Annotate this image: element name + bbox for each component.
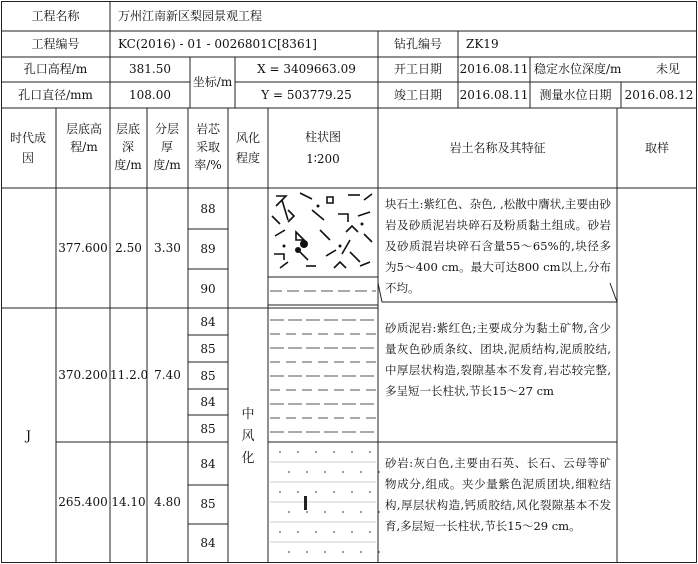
end-date: 2016.08.11	[459, 88, 529, 102]
coord-y: Y = 503779.25	[261, 88, 352, 102]
sandstone-lines	[270, 462, 376, 542]
layer3-desc: 砂岩:灰白色,主要由石英、长石、云母等矿物成分,组成。夹少量紫色泥质团块,细粒结构,厚层状构造,钙质胶结,风化裂隙基本不发育,多层短一长柱状,节长15～29 cm。	[385, 456, 611, 533]
sandstone-dot	[306, 511, 308, 513]
sandstone-dot	[297, 531, 299, 533]
stable-level: 未见	[656, 62, 681, 76]
layer2-rate1: 84	[200, 315, 216, 329]
sandstone-dot	[315, 451, 317, 453]
diameter-label: 孔口直径/mm	[18, 88, 93, 102]
layer3-rate3: 84	[200, 536, 216, 550]
layer1-rate1: 88	[200, 202, 216, 216]
layer2-elev: 370.200	[58, 368, 108, 382]
col-column-chart: 柱状图	[304, 130, 341, 144]
layer2-rate2: 85	[200, 342, 216, 356]
sandstone-dot	[324, 471, 326, 473]
project-no: KC(2016) - 01 - 0026801C[8361]	[118, 37, 317, 51]
sandstone-dot	[378, 471, 380, 473]
sandstone-dot	[315, 531, 317, 533]
sandstone-dot	[297, 451, 299, 453]
block-soil-dots	[283, 205, 364, 254]
layer3-elev: 265.400	[58, 495, 108, 509]
sandstone-dot	[333, 451, 335, 453]
col-column-scale: 1∶200	[306, 152, 340, 166]
layer2-thickness: 7.40	[154, 368, 181, 382]
sandstone-dot	[306, 471, 308, 473]
sandstone-dot	[351, 491, 353, 493]
sandstone-dot	[369, 491, 371, 493]
col-era: 时代成因	[10, 131, 47, 165]
sandstone-dot	[342, 551, 344, 553]
sandstone-dot	[333, 531, 335, 533]
layer3-rate1: 84	[200, 457, 216, 471]
sandstone-dot	[306, 551, 308, 553]
layer2-depth: 11.2.0	[110, 368, 149, 382]
block-soil-pattern	[272, 193, 372, 268]
layer1-thickness: 3.30	[154, 241, 181, 255]
sandstone-dot	[360, 471, 362, 473]
mudstone-pattern	[270, 291, 376, 432]
layer1-depth: 2.50	[115, 241, 142, 255]
start-label: 开工日期	[393, 62, 442, 76]
end-label: 竣工日期	[393, 88, 442, 102]
layer1-rate2: 89	[200, 242, 216, 256]
sandstone-dot	[288, 511, 290, 513]
sandstone-dot	[279, 531, 281, 533]
hole-no: ZK19	[466, 37, 499, 51]
col-bottom-elev: 层底高程/m	[65, 122, 102, 154]
layer1-desc: 块石土:紫红色、杂色, ,松散中膺状,主要由砂岩及砂质泥岩块碎石及粉质黏土组成。砂岩及砂质混岩块碎石含量55～65%的,块径多为5～400 cm。最大可达800 cm以上,分布不均。	[385, 197, 611, 295]
stable-level-label: 稳定水位深度/m	[534, 62, 622, 76]
sandstone-dot	[369, 451, 371, 453]
col-bottom-depth: 层底深度/m	[114, 122, 142, 172]
sandstone-dot	[360, 551, 362, 553]
sandstone-dot	[279, 491, 281, 493]
sandstone-dot	[297, 491, 299, 493]
sandstone-dot	[288, 471, 290, 473]
sandstone-marker	[304, 496, 307, 510]
sandstone-dot	[288, 551, 290, 553]
diameter: 108.00	[129, 88, 171, 102]
measure-date-label: 测量水位日期	[539, 88, 612, 102]
sandstone-dot	[378, 551, 380, 553]
elevation-label: 孔口高程/m	[23, 62, 88, 76]
col-thickness: 分层厚度/m	[153, 122, 181, 172]
col-rock-desc: 岩土名称及其特征	[449, 141, 546, 155]
layer2-rate3: 85	[200, 369, 216, 383]
weathering-value: 中风化	[241, 407, 255, 466]
project-name-label: 工程名称	[31, 9, 80, 23]
sandstone-dot	[279, 451, 281, 453]
hole-no-label: 钻孔编号	[393, 37, 442, 51]
layer3-rate2: 85	[200, 497, 216, 511]
sandstone-dot	[360, 511, 362, 513]
project-name: 万州江南新区梨园景观工程	[118, 9, 263, 23]
layer2-rate5: 85	[200, 422, 216, 436]
sandstone-dot	[351, 531, 353, 533]
sandstone-dot	[333, 491, 335, 493]
era-value: J	[25, 429, 32, 444]
sandstone-dot	[369, 531, 371, 533]
layer1-elev: 377.600	[58, 241, 108, 255]
sandstone-dot	[315, 491, 317, 493]
sandstone-dot	[342, 511, 344, 513]
layer2-rate4: 84	[200, 395, 216, 409]
sandstone-dot	[351, 451, 353, 453]
layer3-thickness: 4.80	[154, 495, 181, 509]
project-no-label: 工程编号	[31, 37, 80, 51]
elevation: 381.50	[129, 62, 171, 76]
layer3-depth: 14.10	[111, 495, 146, 509]
col-sampling: 取样	[644, 141, 669, 155]
col-core-rate: 岩芯采取率/%	[194, 122, 222, 172]
sandstone-dot	[342, 471, 344, 473]
layer1-rate3: 90	[200, 282, 216, 296]
start-date: 2016.08.11	[459, 62, 529, 76]
layer2-desc: 砂质泥岩:紫红色;主要成分为黏土矿物,含少量灰色砂质条纹、团块,泥质结构,泥质胶结,中厚层状构造,裂隙基本不发育,岩芯较完整,多呈短一长柱状,节长15～27 cm	[385, 321, 611, 398]
sandstone-dot	[324, 551, 326, 553]
sandstone-dot	[378, 511, 380, 513]
col-weathering: 风化程度	[235, 131, 260, 165]
sandstone-dot	[324, 511, 326, 513]
coord-label: 坐标/m	[192, 75, 233, 89]
coord-x: X = 3409663.09	[257, 62, 356, 76]
measure-date: 2016.08.12	[624, 88, 694, 102]
